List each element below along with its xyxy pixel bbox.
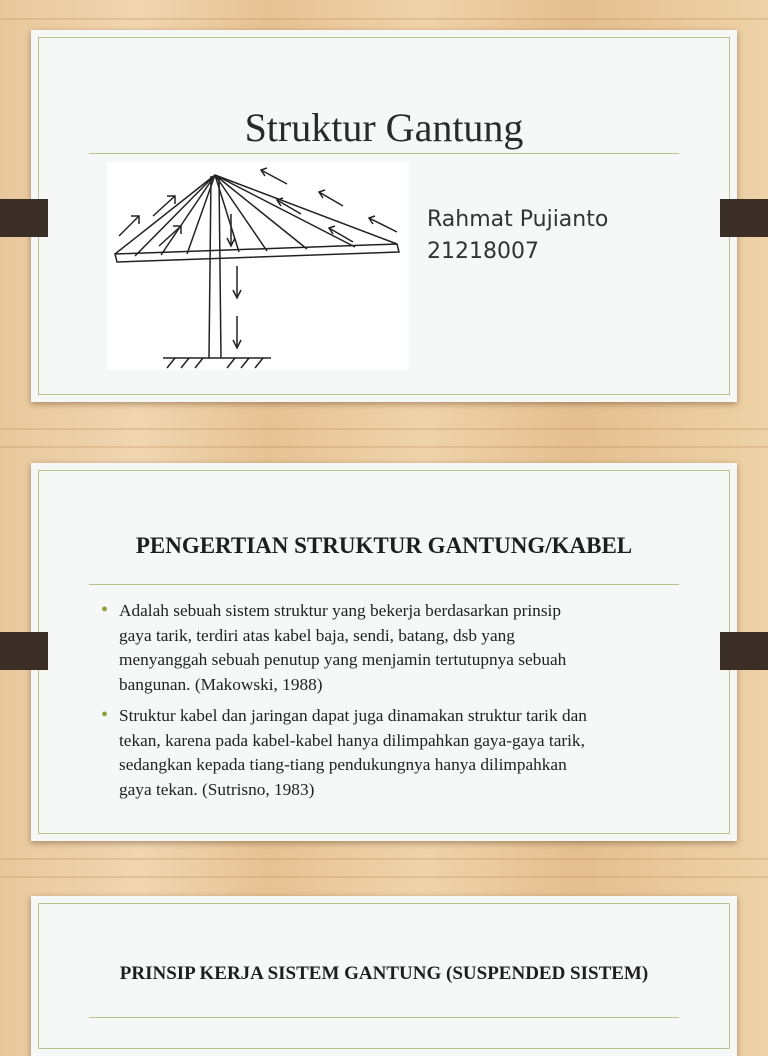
slide-3-principle[interactable] (31, 896, 737, 1056)
wood-grain (0, 18, 768, 20)
wood-grain (0, 876, 768, 878)
author-name: Rahmat Pujianto (427, 207, 609, 232)
slide-2-definition[interactable] (31, 463, 737, 841)
heading-rule (89, 1017, 679, 1018)
wood-grain (0, 446, 768, 448)
slide-heading: PENGERTIAN STRUKTUR GANTUNG/KABEL (135, 533, 633, 558)
slide-1-title[interactable] (31, 30, 737, 402)
list-item: • Adalah sebuah sistem struktur yang bekerja berdasarkan prinsip gaya tarik, terdiri atas kabel baja, sendi, batang, dsb yang menyanggah sebuah penutup yang menjamin tertutupnya sebuah bangunan. (Makowski, 1988) (101, 599, 567, 694)
slide-heading: PRINSIP KERJA SISTEM GANTUNG (SUSPENDED SISTEM) (119, 963, 649, 984)
suspended-structure-diagram (107, 162, 409, 370)
bullet-icon: • (101, 704, 109, 726)
wood-grain (0, 428, 768, 430)
slide-2-left-tab (0, 632, 48, 670)
author-id: 21218007 (427, 239, 539, 264)
slide-2-right-tab (720, 632, 768, 670)
wood-grain (0, 858, 768, 860)
slide-1-right-tab (720, 199, 768, 237)
bullet-icon: • (101, 599, 109, 621)
slide-1-left-tab (0, 199, 48, 237)
title-rule (89, 153, 679, 154)
heading-rule (89, 584, 679, 585)
slide-title: Struktur Gantung (244, 105, 524, 150)
suspended-structure-drawing (107, 162, 409, 370)
bullet-list (99, 599, 679, 809)
list-item: • Struktur kabel dan jaringan dapat juga dinamakan struktur tarik dan tekan, karena pada kabel-kabel hanya dilimpahkan gaya-gaya tarik, sedangkan kepada tiang-tiang pendukungnya hanya dilimpahkan gaya tekan. (Sutrisno, 1983) (101, 704, 587, 799)
author-block (427, 204, 608, 268)
